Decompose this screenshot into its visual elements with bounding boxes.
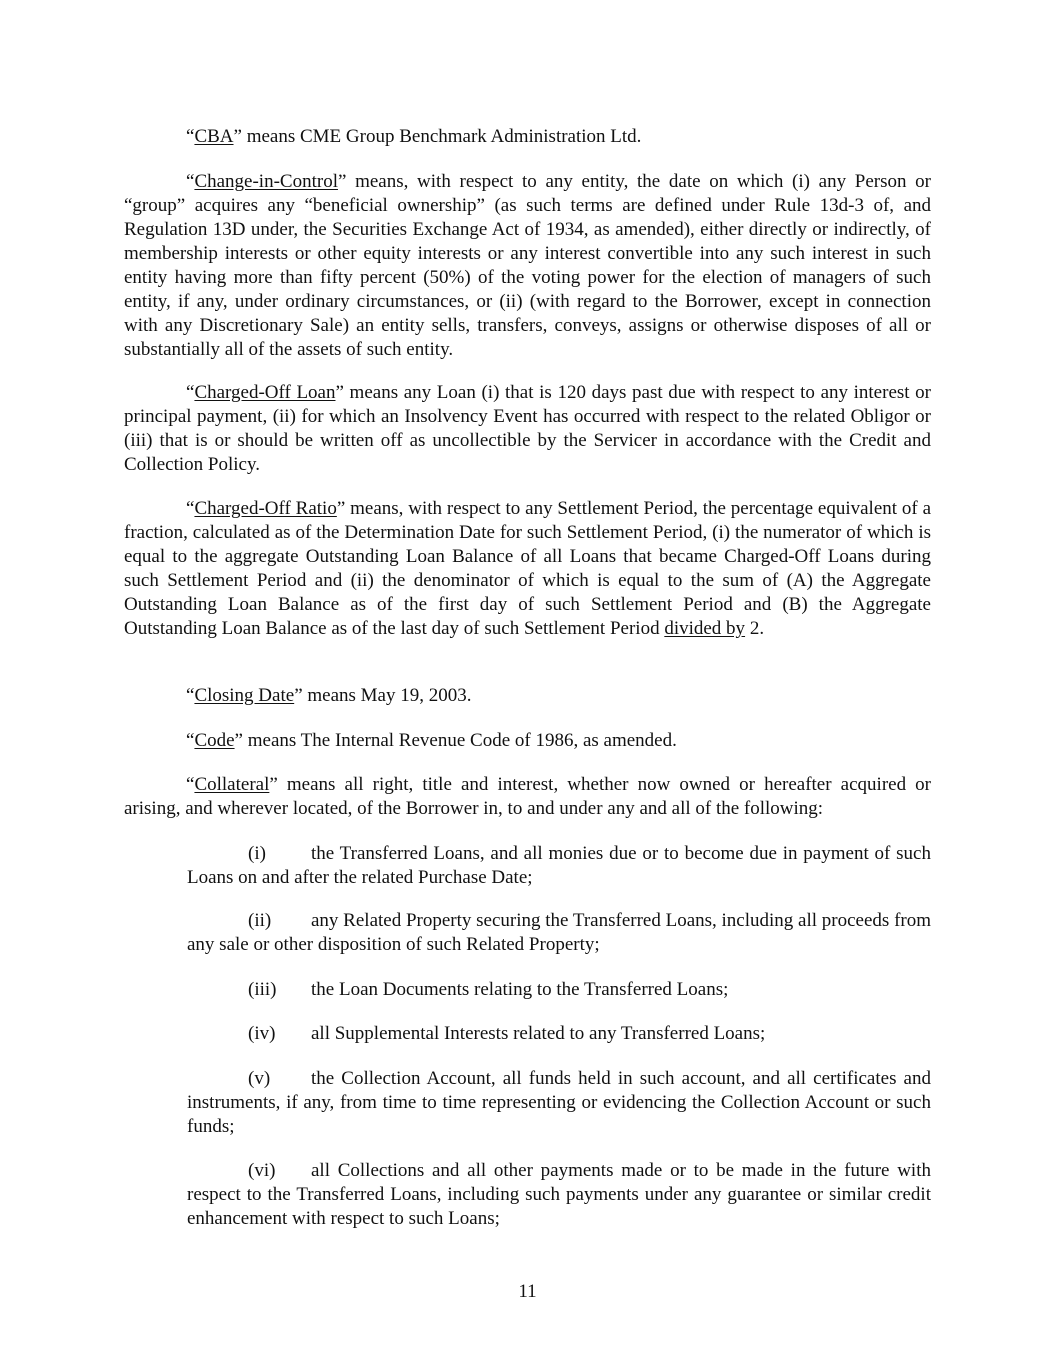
item-text: all Collections and all other payments made or to be made in the future with respect to the Transferred Loans, including such payments under any guarantee or similar credit enhancement with respect to such Loans; (187, 1160, 931, 1229)
open-quote: “ (186, 730, 195, 751)
definition-charged-off-loan (124, 381, 931, 477)
definition-charged-off-ratio (124, 497, 931, 641)
defined-term: Closing Date (194, 685, 295, 706)
open-quote: “ (186, 685, 195, 706)
definition-text: ” means The Internal Revenue Code of 1986, as amended. (234, 730, 677, 751)
collateral-item (187, 842, 931, 890)
defined-term: Charged-Off Loan (194, 382, 336, 403)
collateral-item (187, 978, 931, 1002)
item-number: (v) (248, 1068, 271, 1089)
definition-change-in-control (124, 170, 931, 362)
defined-term: Collateral (194, 774, 270, 795)
definition-code (124, 729, 931, 753)
open-quote: “ (186, 126, 195, 147)
defined-term: Change-in-Control (194, 171, 338, 192)
item-text: any Related Property securing the Transferred Loans, including all proceeds from any sale or other disposition of such Related Property; (187, 910, 931, 955)
definition-cba (124, 125, 931, 149)
emphasis-divided-by: divided by (664, 618, 746, 639)
item-text: all Supplemental Interests related to any Transferred Loans; (311, 1023, 766, 1044)
defined-term: CBA (194, 126, 234, 147)
item-number: (vi) (248, 1160, 276, 1181)
definition-text: ” means any Loan (i) that is 120 days past due with respect to any interest or principal payment, (ii) for which an Insolvency Event has occurred with respect to the related Obligor or (iii) that is or should be written off as uncollectible by the Servicer in accordance with the Credit and Collection Policy. (124, 382, 932, 475)
item-number: (ii) (248, 910, 272, 931)
definition-closing-date (124, 684, 931, 708)
page-number: 11 (518, 1281, 537, 1302)
definition-text: ” means, with respect to any entity, the date on which (i) any Person or “group” acquires any “beneficial ownership” (as such terms are defined under Rule 13d-3 of, and Regulation 13D under, the Securities Exchange Act of 1934, as amended), either directly or indirectly, of membership interests or other equity interests or any interest convertible into any such interest in such entity having more than fifty percent (50%) of the voting power for the election of managers of such entity, if any, under ordinary circumstances, or (ii) (with regard to the Borrower, except in connection with any Discretionary Sale) an entity sells, transfers, conveys, assigns or otherwise disposes of all or substantially all of the assets of such entity. (124, 171, 931, 360)
definition-text: ” means CME Group Benchmark Administration Ltd. (233, 126, 642, 147)
collateral-item (187, 1067, 931, 1139)
item-number: (iii) (248, 979, 277, 1000)
definition-tail: 2. (745, 618, 765, 639)
open-quote: “ (186, 382, 195, 403)
definition-collateral (124, 773, 931, 821)
open-quote: “ (186, 498, 195, 519)
defined-term: Charged-Off Ratio (194, 498, 337, 519)
item-number: (iv) (248, 1023, 276, 1044)
definition-text: ” means May 19, 2003. (294, 685, 472, 706)
defined-term: Code (194, 730, 235, 751)
item-text: the Collection Account, all funds held in such account, and all certificates and instruments, if any, from time to time representing or evidencing the Collection Account or such funds; (187, 1068, 931, 1137)
definition-text: ” means, with respect to any Settlement Period, the percentage equivalent of a fraction, calculated as of the Determination Date for such Settlement Period, (i) the numerator of which is equal to the aggregate Outstanding Loan Balance of all Loans that became Charged-Off Loans during such Settlement Period and (ii) the denominator of which is equal to the sum of (A) the Aggregate Outstanding Loan Balance as of the first day of such Settlement Period and (B) the Aggregate Outstanding Loan Balance as of the last day of such Settlement Period (124, 498, 932, 639)
item-text: the Transferred Loans, and all monies due or to become due in payment of such Loans on and after the related Purchase Date; (187, 843, 931, 888)
collateral-item (187, 909, 931, 957)
item-text: the Loan Documents relating to the Transferred Loans; (311, 979, 729, 1000)
item-number: (i) (248, 843, 266, 864)
open-quote: “ (186, 171, 195, 192)
definition-text: ” means all right, title and interest, whether now owned or hereafter acquired or arising, and wherever located, of the Borrower in, to and under any and all of the following: (124, 774, 931, 819)
collateral-item (187, 1159, 931, 1231)
open-quote: “ (186, 774, 195, 795)
collateral-item (187, 1022, 931, 1046)
